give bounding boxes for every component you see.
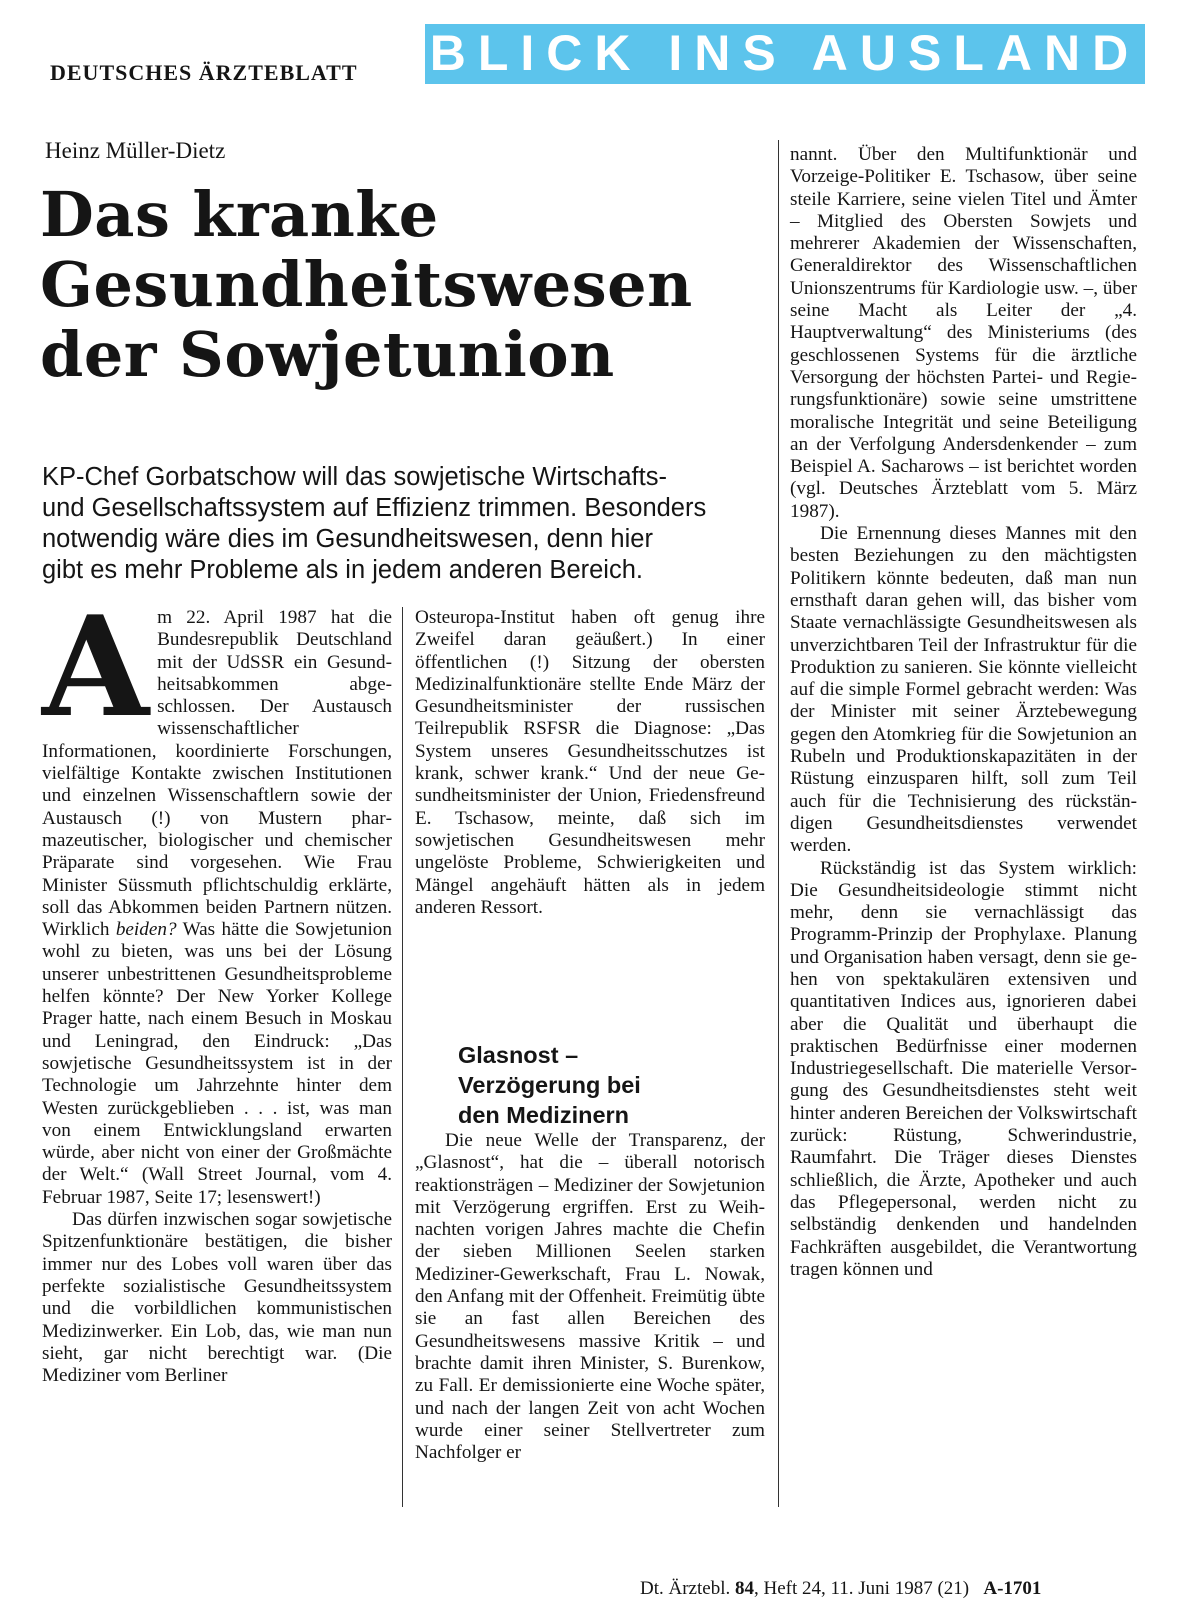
article-title (40, 180, 780, 390)
title-line: der Sowjetunion (40, 318, 615, 391)
column-1 (42, 585, 392, 1387)
paragraph: Osteuropa-Institut haben oft genug ihre Zweifel daran geäußert.) In einer öffentlichen (!) Sitzung der obersten Medizinalfunktionäre stellte Ende März der Gesundheitsminister der russischen Teilrepublik RSFSR die Diagnose: „Das System unseres Gesundheitsschutzes ist krank, schwer krank.“ Und der neue Gesundheitsminister der Union, Friedensfreund E. Tschasow, meinte, daß sich im sowjetischen Gesundheitswesen mehr ungelöste Probleme, Schwierigkeiten und Mängel angehäuft hätten als in jedem anderen Ressort. (415, 607, 765, 918)
page-number: A-1701 (983, 1578, 1042, 1599)
lead-line: notwendig wäre dies im Gesundheitswesen, denn hier (42, 525, 653, 553)
drop-cap: A (42, 585, 150, 748)
page-footer (640, 1578, 1041, 1600)
lead-line: KP-Chef Gorbatschow will das sowjetische Wirtschafts- (42, 463, 667, 491)
subheading-line: Glasnost – (458, 1042, 579, 1068)
lead-line: gibt es mehr Probleme als in jedem anderen Bereich. (42, 556, 643, 584)
paragraph-text: Was hätte die Sowjetunion wohl zu bieten, was uns bei der Lösung unserer unbestrittenen Gesundheitsprobleme helfen könnte? Der New Yorker Kollege Prager hatte, nach einem Besuch in Moskau und Leningrad, den Eindruck: „Das sowjetische Gesundheitssystem ist in der Technologie um Jahrzehnte hinter dem Westen zurückgeblieben . . . ist, was man von einem Entwicklungsland erwarten würde, aber nicht von einer der Großmächte der Welt.“ (Wall Street Journal, vom 4. Februar 1987, Seite 17; lesenswert!) (42, 919, 392, 1208)
paragraph: Die neue Welle der Transparenz, der „Glasnost“, hat die – überall notorisch reaktionsträgen – Mediziner der Sowjetunion mit Verzögerung ergriffen. Erst zu Weihnachten vorigen Jahres machte die Chefin der sieben Millionen Seelen starken Mediziner-Gewerkschaft, Frau L. Nowak, den Anfang mit der Offenheit. Freimütig übte sie an fast allen Bereichen des Gesundheitswesens massive Kritik – und brachte damit ihren Minister, S. Burenkow, zu Fall. Er demissionierte eine Woche später, und nach der langen Zeit von acht Wochen wurde einer seiner Stellvertreter zum Nachfolger er (415, 1130, 765, 1464)
paragraph: Das dürfen inzwischen sogar sowjetische Spitzenfunktionäre bestätigen, die bisher immer nur des Lobes voll waren über das perfekte sozialistische Gesundheitssystem und die vorbildlichen kommunistischen Medizinwerker. Ein Lob, das, wie man nun sieht, gar nicht berechtigt war. (Die Mediziner vom Berliner (42, 1209, 392, 1387)
title-line: Gesundheitswesen (40, 248, 693, 321)
column-2 (415, 607, 765, 919)
title-line: Das kranke (40, 178, 439, 251)
lead-line: und Gesellschaftssystem auf Effizienz trimmen. Besonders (42, 494, 707, 522)
citation-suffix: , Heft 24, 11. Juni 1987 (21) (753, 1578, 970, 1599)
subheading-line: Verzögerung bei (458, 1072, 641, 1098)
article-author: Heinz Müller-Dietz (45, 138, 226, 163)
volume-number: 84 (734, 1578, 754, 1599)
paragraph-text: m 22. April 1987 hat die Bundesrepublik Deutschland mit der UdSSR ein Gesundheitsabkommen abgeschlossen. Der Austausch wissenschaftlicher Informationen, koordinierte Forschungen, vielfältige Kontakte zwischen Institutionen und einzelnen Wissenschaftlern sowie der Austausch (!) von Mustern pharmazeutischer, biologischer und chemischer Präparate sind vorgesehen. Wie Frau Minister Süssmuth pflichtschuldig erklärte, soll das Abkommen beiden Partnern nützen. Wirklich (42, 607, 392, 941)
subheading (458, 1040, 758, 1130)
column-rule (402, 607, 403, 1507)
paragraph: Rückständig ist das System wirklich: Die Gesundheitsideologie stimmt nicht mehr, denn sie vernachlässigt das Programm-Prinzip der Prophylaxe. Planung und Organisation haben versagt, denn sie gehen von spektakulären extensiven und quantitativen Indices aus, ignorieren dabei aber die Qualität und überhaupt die praktischen Bedürfnisse einer modernen Industriegesellschaft. Die materielle Versorgung des Gesundheitsdienstes steht weit hinter anderen Bereichen der Volkswirtschaft zurück: Rüstung, Schwerindustrie, Raumfahrt. Die Träger dieses Dienstes schließlich, die Ärzte, Apotheker und auch das Pflegepersonal, werden nicht zu selbständig denkenden und handelnden Fachkräften ausgebildet, die Verantwortung tragen können und (790, 857, 1137, 1280)
column-3 (790, 144, 1137, 1281)
journal-name: DEUTSCHES ÄRZTEBLATT (50, 60, 358, 85)
subheading-line: den Medizinern (458, 1102, 630, 1128)
article-lead (42, 462, 772, 586)
emphasis: beiden? (115, 919, 177, 941)
section-banner: BLICK INS AUSLAND (425, 24, 1145, 84)
citation-prefix: Dt. Ärztebl. (640, 1578, 735, 1599)
paragraph: Die Ernennung dieses Mannes mit den besten Beziehungen zu den mächtigsten Politikern könnte bedeuten, daß man nun ernsthaft daran gehen will, das bisher vom Staate vernachlässigte Gesundheitswesen als unverzichtbaren Teil der Infrastruktur für die Produktion zu sanieren. Sie könnte vielleicht auf die simple Formel gebracht werden: Was der Minister mit seiner Ärztebewegung gegen den Atomkrieg für die Sowjetunion an Rubeln und Produktionskapazitäten in der Rüstung einzusparen hilft, soll zum Teil auch für die Technisierung des rückständigen Gesundheitsdienstes verwendet werden. (790, 523, 1137, 857)
paragraph (42, 585, 392, 1209)
paragraph: nannt. Über den Multifunktionär und Vorzeige-Politiker E. Tschasow, über seine steile Karriere, seine vielen Titel und Ämter – Mitglied des Obersten Sowjets und mehrerer Akademien der Wissenschaften, Generaldirektor des Wissenschaftlichen Unionszentrums für Kardiologie usw. –, über seine Macht als Leiter der „4. Hauptverwaltung“ des Ministeriums (des geschlossenen Systems für die ärztliche Versorgung der höchsten Partei- und Regierungsfunktionäre) sowie seine umstrittene moralische Integrität und seine Beteiligung an der Verfolgung Andersdenkender – zum Beispiel A. Sacharows – ist berichtet worden (vgl. Deutsches Ärzteblatt vom 5. März 1987). (790, 144, 1137, 522)
column-rule (778, 140, 779, 1507)
column-2-continued (415, 1130, 765, 1464)
